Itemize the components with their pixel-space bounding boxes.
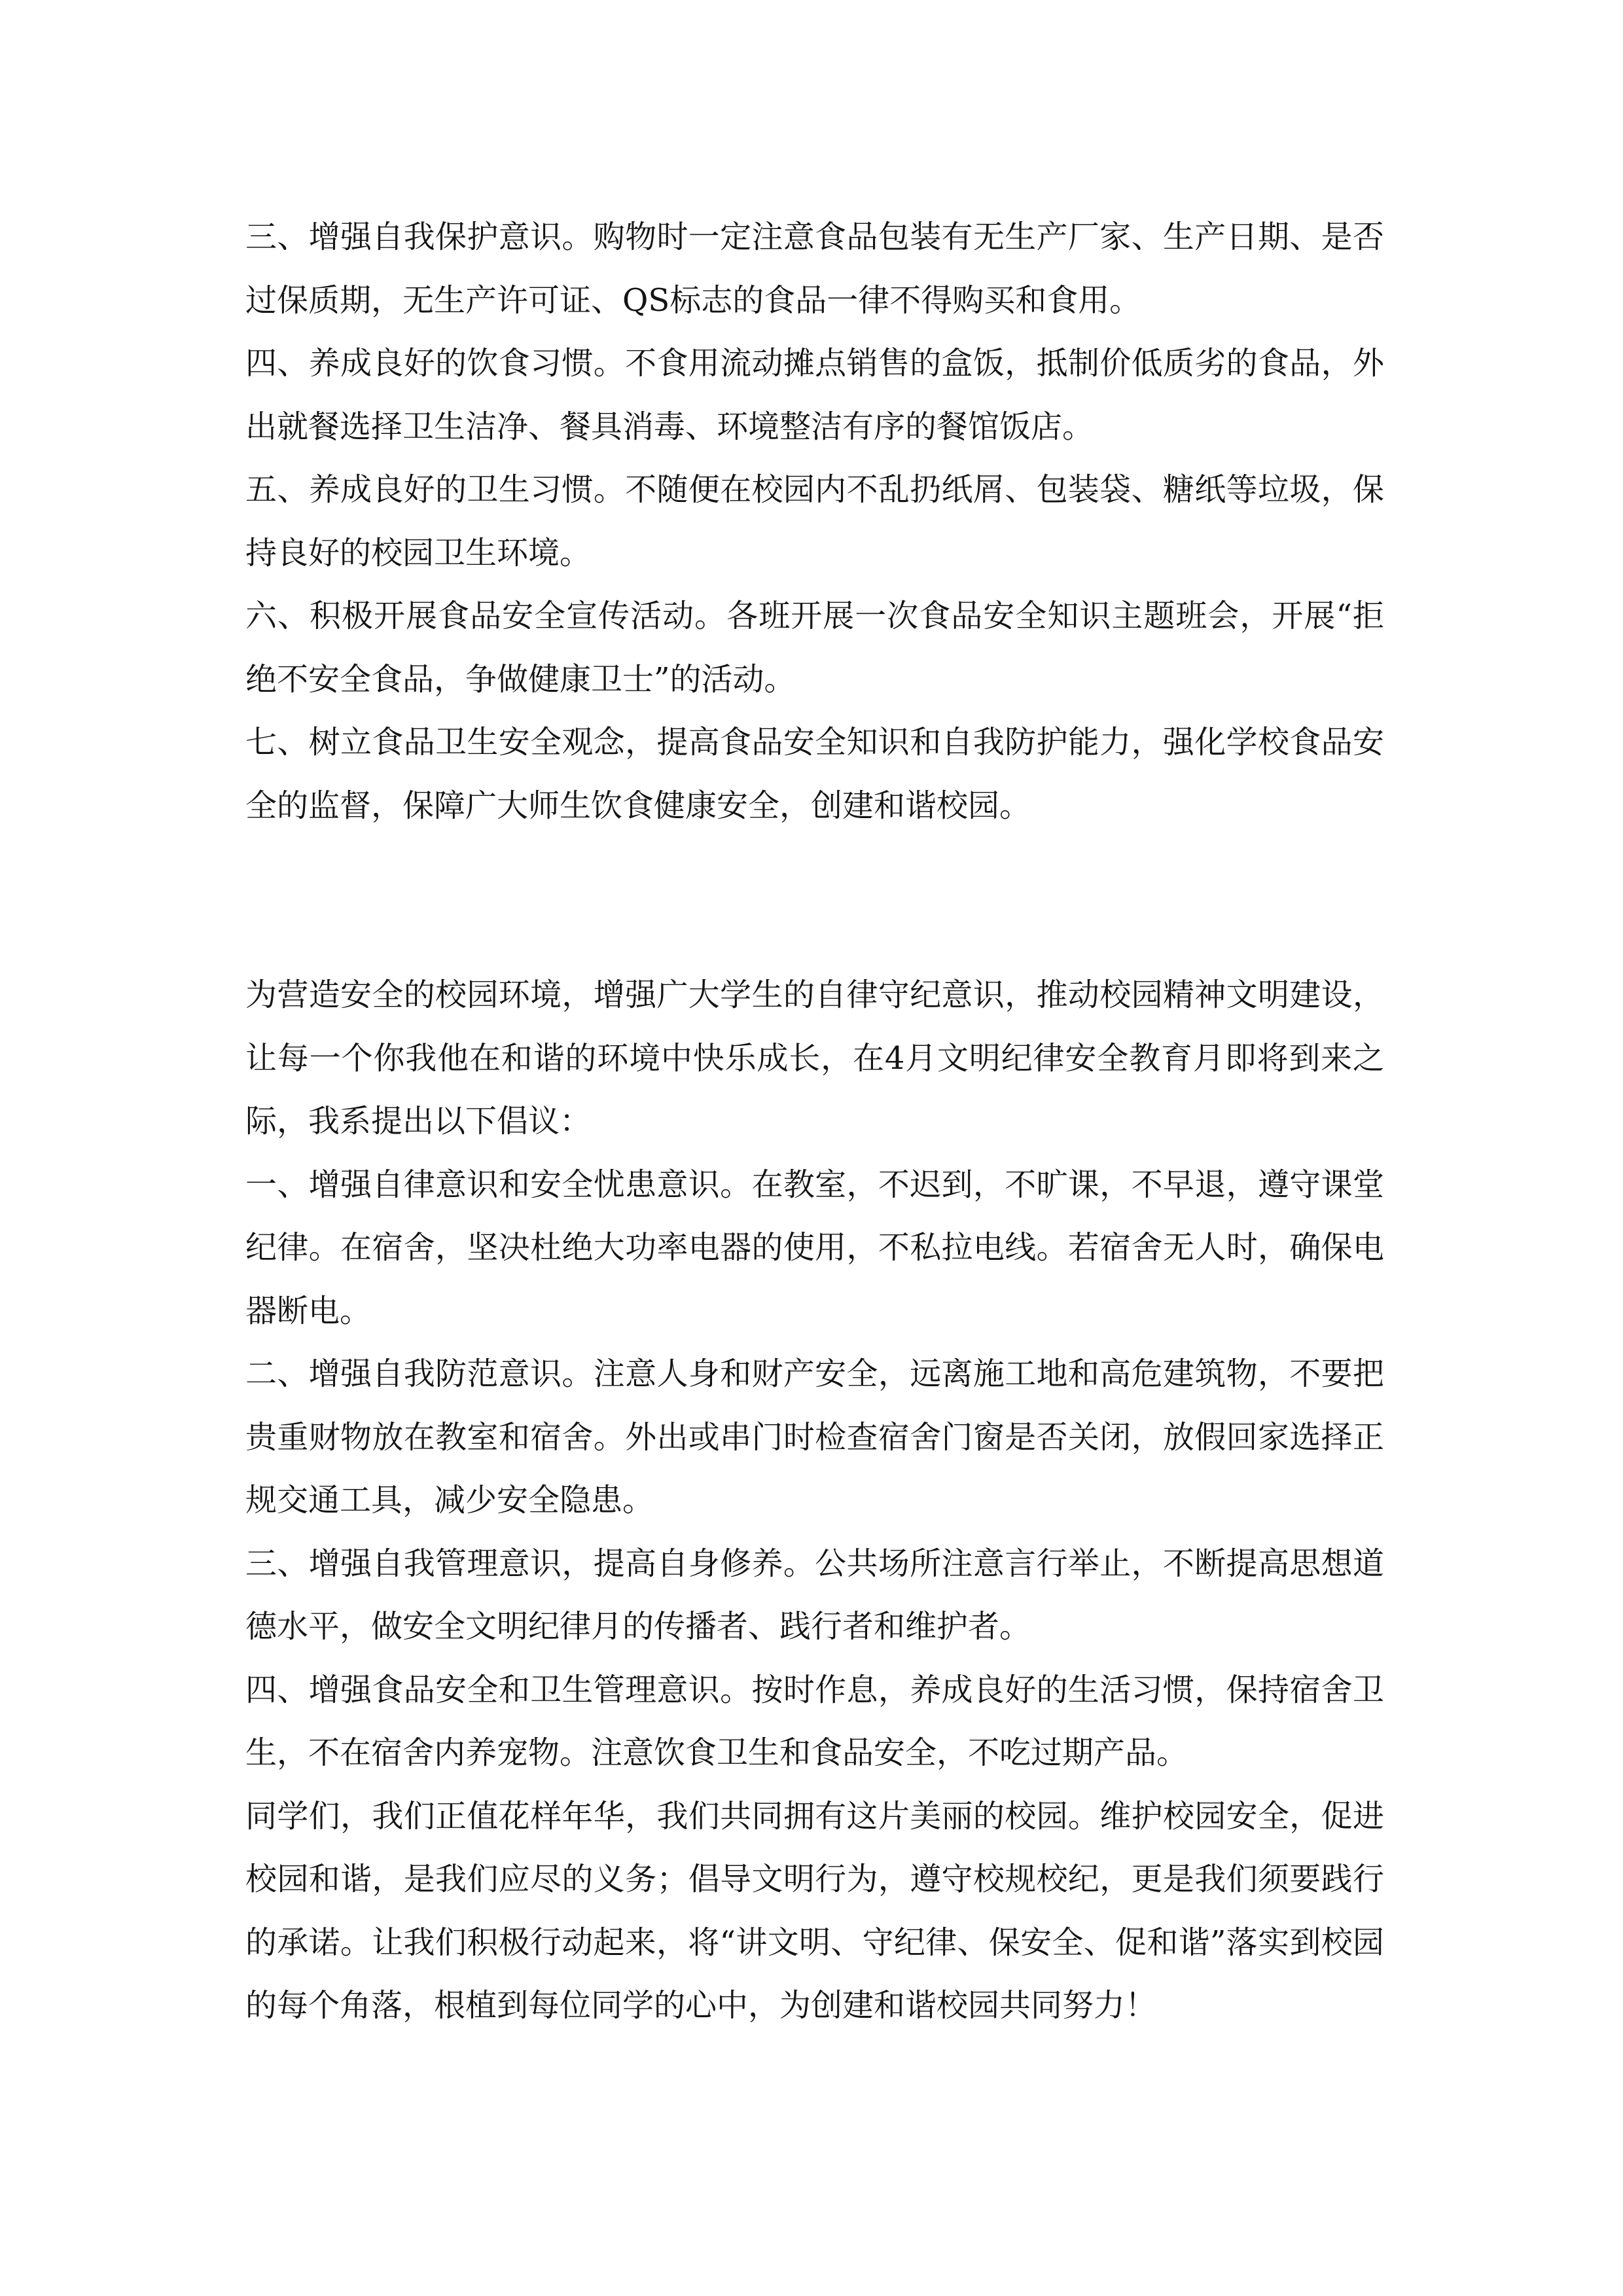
- paragraph-self-defense: 二、增强自我防范意识。注意人身和财产安全，远离施工地和高危建筑物，不要把贵重财物放在教室和宿舍。外出或串门时检查宿舍门窗是否关闭，放假回家选择正规交通工具，减少安全隐患。: [245, 1355, 1384, 1518]
- paragraph-self-discipline: 一、增强自律意识和安全忧患意识。在教室，不迟到，不旷课，不早退，遵守课堂纪律。在宿舍，坚决杜绝大功率电器的使用，不私拉电线。若宿舍无人时，确保电器断电。: [245, 1166, 1384, 1329]
- paragraph-safety-campaign: 六、积极开展食品安全宣传活动。各班开展一次食品安全知识主题班会，开展“拒绝不安全食品，争做健康卫士”的活动。: [245, 598, 1384, 698]
- document-body: [245, 206, 1384, 2037]
- paragraph-self-management: 三、增强自我管理意识，提高自身修养。公共场所注意言行举止，不断提高思想道德水平，做安全文明纪律月的传播者、践行者和维护者。: [245, 1545, 1384, 1645]
- paragraph-eating-habits: 四、养成良好的饮食习惯。不食用流动摊点销售的盒饭，抵制价低质劣的食品，外出就餐选择卫生洁净、餐具消毒、环境整洁有序的餐馆饭店。: [245, 345, 1384, 445]
- paragraph-initiative-intro: 为营造安全的校园环境，增强广大学生的自律守纪意识，推动校园精神文明建设，让每一个你我他在和谐的环境中快乐成长，在4月文明纪律安全教育月即将到来之际，我系提出以下倡议：: [245, 977, 1384, 1139]
- paragraph-hygiene-habits: 五、养成良好的卫生习惯。不随便在校园内不乱扔纸屑、包装袋、糖纸等垃圾，保持良好的校园卫生环境。: [245, 471, 1384, 571]
- paragraph-food-hygiene: 四、增强食品安全和卫生管理意识。按时作息，养成良好的生活习惯，保持宿舍卫生，不在宿舍内养宠物。注意饮食卫生和食品安全，不吃过期产品。: [245, 1671, 1384, 1771]
- campus-safety-section: [245, 963, 1384, 2037]
- paragraph-safety-concept: 七、树立食品卫生安全观念，提高食品安全知识和自我防护能力，强化学校食品安全的监督，保障广大师生饮食健康安全，创建和谐校园。: [245, 724, 1384, 824]
- food-safety-section: [245, 206, 1384, 837]
- paragraph-enhance-self-protection: 三、增强自我保护意识。购物时一定注意食品包装有无生产厂家、生产日期、是否过保质期，无生产许可证、QS标志的食品一律不得购买和食用。: [245, 219, 1384, 319]
- paragraph-closing-appeal: 同学们，我们正值花样年华，我们共同拥有这片美丽的校园。维护校园安全，促进校园和谐，是我们应尽的义务；倡导文明行为，遵守校规校纪，更是我们须要践行的承诺。让我们积极行动起来，将“讲文明、守纪律、保安全、促和谐”落实到校园的每个角落，根植到每位同学的心中，为创建和谐校园共同努力！: [245, 1797, 1384, 2024]
- section-spacer: [245, 837, 1384, 963]
